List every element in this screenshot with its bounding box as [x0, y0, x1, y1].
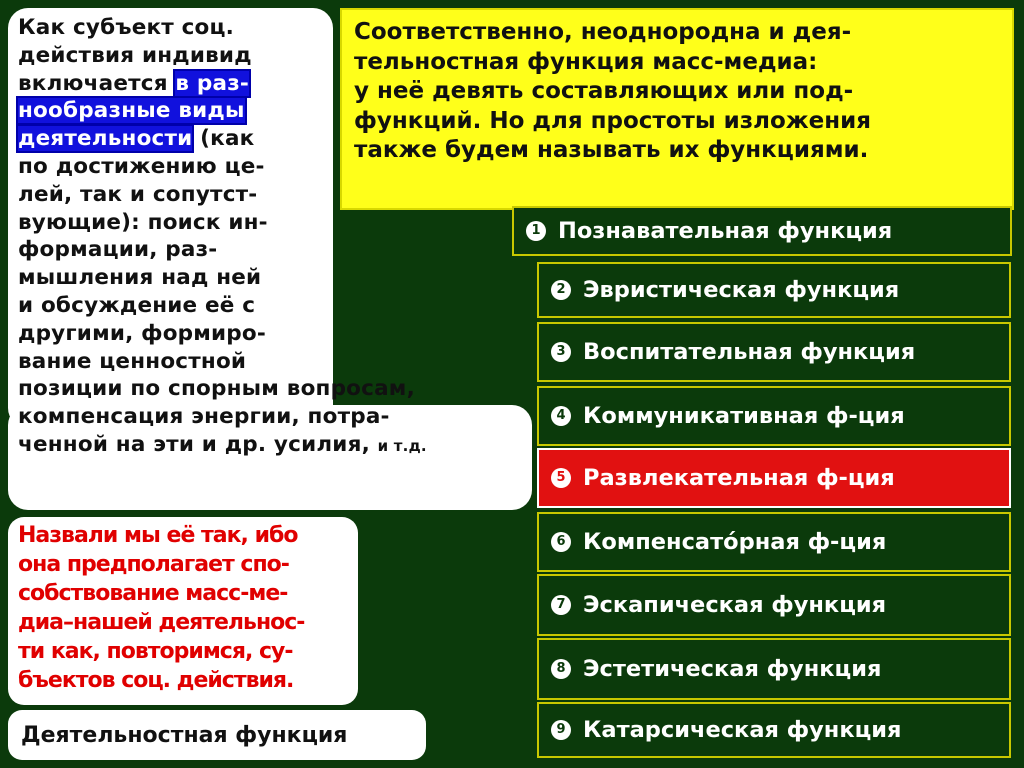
number-4-icon: 4 [551, 406, 571, 426]
function-label: Коммуникативная ф-ция [583, 403, 905, 429]
function-label: Развлекательная ф-ция [583, 465, 895, 491]
number-7-icon: 7 [551, 595, 571, 615]
number-6-icon: 6 [551, 532, 571, 552]
text-line [18, 431, 518, 461]
text-line: у неё девять составляющих или под- [354, 78, 854, 104]
number-8-icon: 8 [551, 659, 571, 679]
text-line: ти как, повторимся, су- [18, 639, 293, 664]
function-label: Познавательная функция [558, 218, 893, 244]
function-item-1 [512, 206, 1012, 256]
text-line: она предполагает спо- [18, 552, 289, 577]
number-3-icon: 3 [551, 342, 571, 362]
intro-panel [340, 8, 1014, 210]
text-line: Назвали мы её так, ибо [18, 523, 298, 548]
function-item-5 [537, 448, 1011, 508]
highlighted-text: нообразные виды [18, 98, 245, 124]
function-label: Воспитательная функция [583, 339, 916, 365]
text-line: собствование масс-ме- [18, 581, 288, 606]
function-item-7 [537, 574, 1011, 636]
text-line: Как субъект соц. [18, 15, 235, 40]
text-line: действия индивид [18, 42, 252, 68]
text-fragment: включается [18, 70, 176, 96]
text-line: лей, так и сопутст- [18, 181, 258, 207]
text-line: по достижению це- [18, 153, 265, 179]
function-item-3 [537, 322, 1011, 382]
function-item-9 [537, 702, 1011, 758]
text-line: тельностная функция масс-медиа: [354, 48, 818, 75]
function-item-4 [537, 386, 1011, 446]
text-line: и обсуждение её с [18, 292, 256, 318]
function-item-2 [537, 262, 1011, 318]
text-fragment: и т.д. [377, 436, 427, 455]
number-2-icon: 2 [551, 280, 571, 300]
text-line: компенсация энергии, потра- [18, 404, 390, 430]
function-item-6 [537, 512, 1011, 572]
text-line: вание ценностной [18, 348, 247, 374]
text-line: другими, формиро- [18, 320, 266, 346]
text-line: вующие): поиск ин- [18, 209, 268, 235]
number-1-icon: 1 [526, 221, 546, 241]
slide-title: Деятельностная функция [8, 710, 426, 760]
explanation-text [18, 521, 363, 695]
text-line: формации, раз- [18, 237, 218, 263]
text-line: бъектов соц. действия. [18, 668, 294, 693]
function-label: Эстетическая функция [583, 656, 882, 682]
text-fragment: (как [192, 126, 255, 152]
function-item-8 [537, 638, 1011, 700]
number-9-icon: 9 [551, 720, 571, 740]
function-label: Эскапическая функция [583, 592, 887, 618]
text-line: позиции по спорным вопросам, [18, 376, 415, 402]
text-line: Соответственно, неоднородна и дея- [354, 19, 852, 45]
function-label: Эвристическая функция [583, 277, 900, 303]
text-fragment: ченной на эти и др. усилия, [18, 431, 378, 457]
highlighted-text: в раз- [175, 70, 250, 96]
function-label: Катарсическая функция [583, 717, 902, 743]
number-5-icon: 5 [551, 468, 571, 488]
text-line: мышления над ней [18, 265, 262, 291]
text-line: также будем называть их функциями. [354, 137, 869, 163]
text-line: диа–нашей деятельнос- [18, 610, 305, 635]
text-line: функций. Но для простоты изложения [354, 107, 872, 134]
function-label: Компенсато́рная ф-ция [583, 529, 887, 555]
highlighted-text: деятельности [18, 126, 193, 152]
